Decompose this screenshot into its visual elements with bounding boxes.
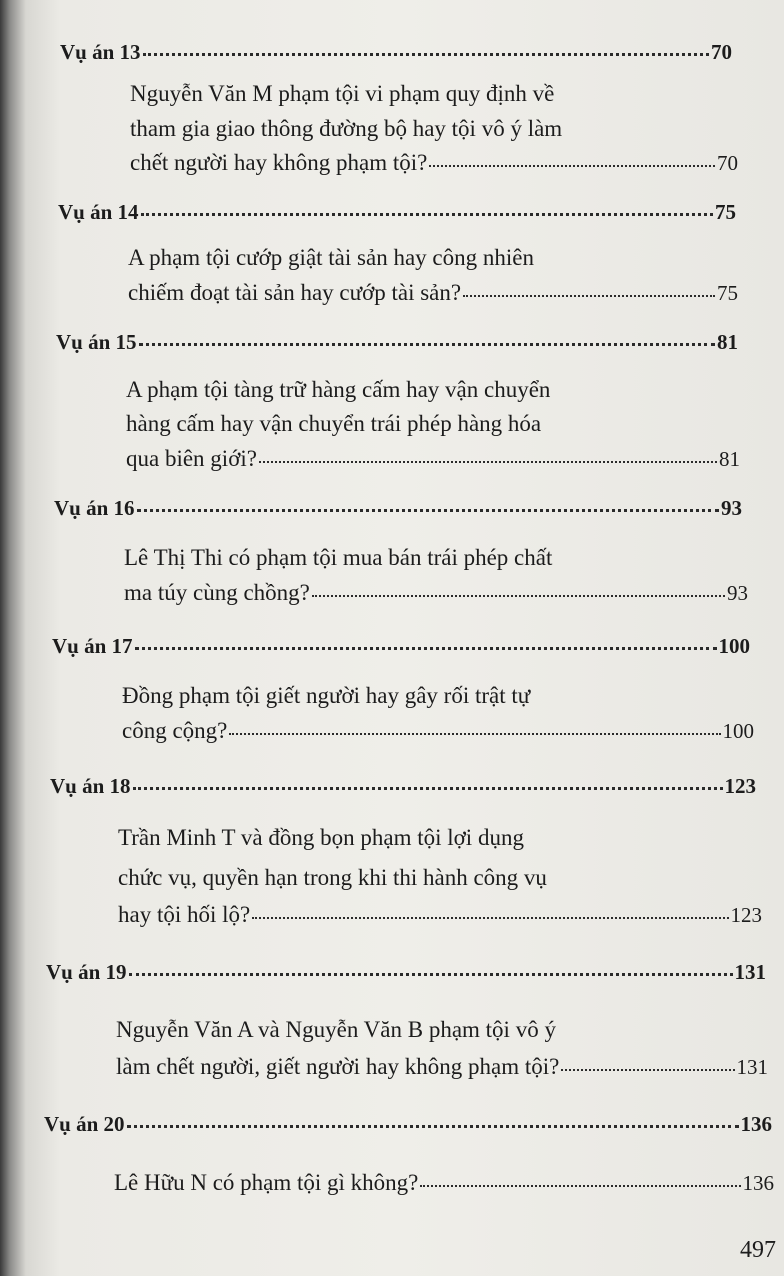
toc-desc-14[interactable] [128,280,738,306]
toc-case-15[interactable] [56,330,738,355]
leader-dots [252,917,728,919]
leader-dots [561,1069,734,1071]
toc-case-17[interactable] [52,634,750,659]
desc-page: 123 [730,903,762,927]
page-number: 497 [740,1237,776,1263]
case-desc-line: A phạm tội cướp giật tài sản hay công nhiên [128,245,534,270]
desc-page: 81 [719,447,740,471]
case-desc-line: tham gia giao thông đường bộ hay tội vô ý làm [130,116,563,141]
desc-page: 100 [722,719,754,743]
toc-case-19[interactable] [46,960,766,985]
toc-case-18[interactable] [50,774,756,799]
toc-desc-13[interactable] [130,150,738,176]
desc-page: 75 [717,281,738,305]
desc-page: 93 [727,581,748,605]
leader-dots [129,973,733,976]
case-desc-line: A phạm tội tàng trữ hàng cấm hay vận chuyển [126,377,551,402]
toc-case-13[interactable] [60,40,732,65]
leader-dots [127,1125,739,1128]
case-desc-line: chức vụ, quyền hạn trong khi thi hành công vụ [118,865,547,890]
case-desc-last: chết người hay không phạm tội? [130,150,428,175]
case-title: Vụ án 20 [44,1112,125,1136]
leader-dots [135,647,717,650]
case-page: 70 [711,40,732,64]
case-desc-last: qua biên giới? [126,446,257,471]
case-desc-last: Lê Hữu N có phạm tội gì không? [114,1170,419,1195]
case-title: Vụ án 13 [60,40,141,64]
toc-desc-20[interactable] [114,1170,774,1196]
case-title: Vụ án 17 [52,634,133,658]
toc-case-14[interactable] [58,200,736,225]
case-page: 136 [740,1112,772,1136]
leader-dots [139,343,715,346]
desc-page: 70 [717,151,738,175]
case-page: 123 [724,774,756,798]
case-desc-line: Nguyễn Văn M phạm tội vi phạm quy định về [130,81,555,106]
toc-desc-16[interactable] [124,580,748,606]
leader-dots [133,787,723,790]
leader-dots [137,509,719,512]
case-title: Vụ án 15 [56,330,137,354]
leader-dots [141,213,713,216]
leader-dots [259,461,717,463]
case-page: 100 [718,634,750,658]
case-page: 131 [734,960,766,984]
leader-dots [312,595,725,597]
case-desc-last: làm chết người, giết người hay không phạm tội? [116,1054,560,1079]
desc-page: 131 [736,1055,768,1079]
leader-dots [420,1185,740,1187]
case-desc-line: Đồng phạm tội giết người hay gây rối trật tự [122,683,531,708]
case-desc-last: ma túy cùng chồng? [124,580,310,605]
leader-dots [429,165,715,167]
case-title: Vụ án 18 [50,774,131,798]
case-title: Vụ án 19 [46,960,127,984]
toc-case-16[interactable] [54,496,742,521]
case-page: 81 [717,330,738,354]
case-title: Vụ án 16 [54,496,135,520]
case-desc-line: Nguyễn Văn A và Nguyễn Văn B phạm tội vô ý [116,1017,556,1042]
case-page: 93 [721,496,742,520]
toc-desc-17[interactable] [122,718,754,744]
toc-desc-18[interactable] [118,902,762,928]
toc-desc-15[interactable] [126,446,740,472]
leader-dots [463,295,715,297]
toc-desc-19[interactable] [116,1054,768,1080]
leader-dots [229,733,720,735]
case-desc-line: Trần Minh T và đồng bọn phạm tội lợi dụng [118,825,524,850]
leader-dots [143,53,709,56]
case-desc-last: chiếm đoạt tài sản hay cướp tài sản? [128,280,462,305]
toc-case-20[interactable] [44,1112,772,1137]
case-desc-last: hay tội hối lộ? [118,902,251,927]
case-desc-line: Lê Thị Thi có phạm tội mua bán trái phép chất [124,545,553,570]
desc-page: 136 [742,1171,774,1195]
case-page: 75 [715,200,736,224]
case-title: Vụ án 14 [58,200,139,224]
case-desc-last: công cộng? [122,718,228,743]
case-desc-line: hàng cấm hay vận chuyển trái phép hàng hóa [126,411,542,436]
